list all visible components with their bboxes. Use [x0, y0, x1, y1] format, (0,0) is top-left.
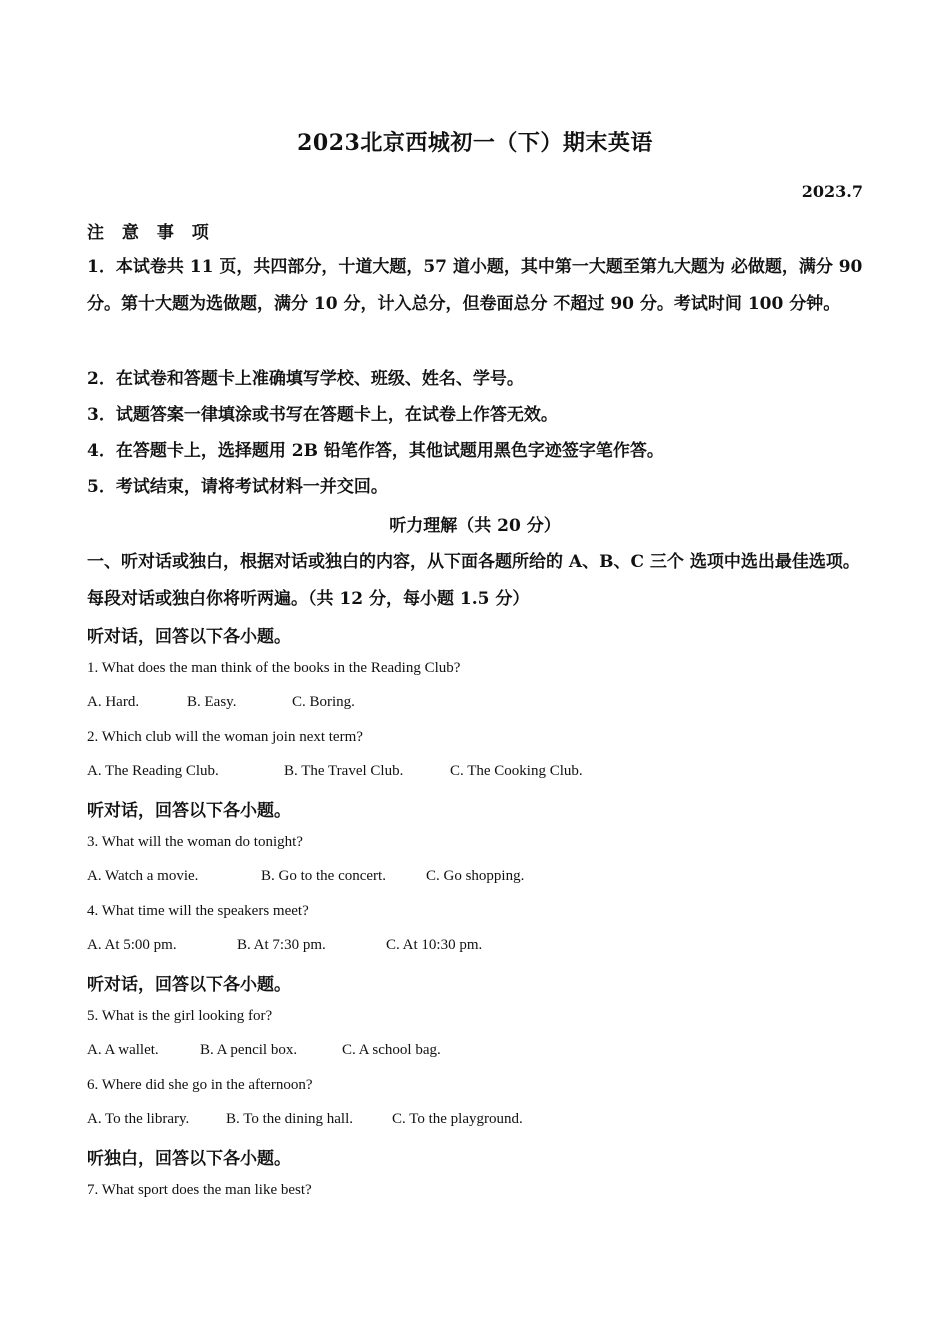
- options-6: [87, 1111, 523, 1128]
- question-4: 4. What time will the speakers meet?: [87, 903, 309, 919]
- options-2: [87, 763, 583, 780]
- question-1: 1. What does the man think of the books in the Reading Club?: [87, 660, 461, 676]
- option-a: A. Hard.: [87, 694, 140, 710]
- option-b: B. The Travel Club.: [284, 763, 404, 779]
- question-2: 2. Which club will the woman join next term?: [87, 729, 363, 745]
- exam-date: 2023.7: [801, 182, 863, 201]
- options-3: [87, 868, 524, 885]
- group-heading: 听对话，回答以下各小题。: [87, 801, 291, 821]
- option-a: A. To the library.: [87, 1111, 190, 1127]
- notice-item: 3．试题答案一律填涂或书写在答题卡上，在试卷上作答无效。: [87, 405, 558, 425]
- option-c: C. At 10:30 pm.: [386, 937, 483, 953]
- notice-item: 4．在答题卡上，选择题用 2B 铅笔作答，其他试题用黑色字迹签字笔作答。: [87, 441, 664, 461]
- part-instructions: 一、听对话或独白，根据对话或独白的内容，从下面各题所给的 A、B、C 三个 选项中选出最佳选项。每段对话或独白你将听两遍。（共 12 分，每小题 1.5 分）: [87, 552, 860, 609]
- notice-item: 1．本试卷共 11 页，共四部分，十道大题，57 道小题，其中第一大题至第九大题为 必做题，满分 90 分。第十大题为选做题，满分 10 分，计入总分，但卷面总分 不超过 90 分。考试时间 100 分钟。: [87, 257, 863, 314]
- option-b: B. Easy.: [187, 694, 237, 710]
- option-a: A. At 5:00 pm.: [87, 937, 177, 953]
- page-title: 2023北京西城初一（下）期末英语: [297, 130, 653, 156]
- notice-item: 2．在试卷和答题卡上准确填写学校、班级、姓名、学号。: [87, 369, 524, 389]
- group-heading: 听对话，回答以下各小题。: [87, 627, 291, 647]
- option-c: C. Go shopping.: [426, 868, 525, 884]
- group-heading: 听对话，回答以下各小题。: [87, 975, 291, 995]
- options-5: [87, 1042, 441, 1059]
- option-a: A. A wallet.: [87, 1042, 159, 1058]
- options-1: [87, 694, 355, 711]
- option-a: A. Watch a movie.: [87, 868, 199, 884]
- question-6: 6. Where did she go in the afternoon?: [87, 1077, 313, 1093]
- option-c: C. To the playground.: [392, 1111, 523, 1127]
- options-4: [87, 937, 482, 954]
- option-b: B. Go to the concert.: [261, 868, 386, 884]
- option-b: B. To the dining hall.: [226, 1111, 354, 1127]
- option-c: C. Boring.: [292, 694, 355, 710]
- option-c: C. A school bag.: [342, 1042, 441, 1058]
- option-b: B. At 7:30 pm.: [237, 937, 326, 953]
- section-title: 听力理解（共 20 分）: [389, 516, 561, 536]
- notice-item: 5．考试结束，请将考试材料一并交回。: [87, 477, 388, 497]
- group-heading: 听独白，回答以下各小题。: [87, 1149, 291, 1169]
- question-3: 3. What will the woman do tonight?: [87, 834, 303, 850]
- notice-heading: 注 意 事 项: [87, 223, 215, 243]
- question-5: 5. What is the girl looking for?: [87, 1008, 273, 1024]
- option-c: C. The Cooking Club.: [450, 763, 583, 779]
- question-7: 7. What sport does the man like best?: [87, 1182, 312, 1198]
- option-a: A. The Reading Club.: [87, 763, 219, 779]
- option-b: B. A pencil box.: [200, 1042, 298, 1058]
